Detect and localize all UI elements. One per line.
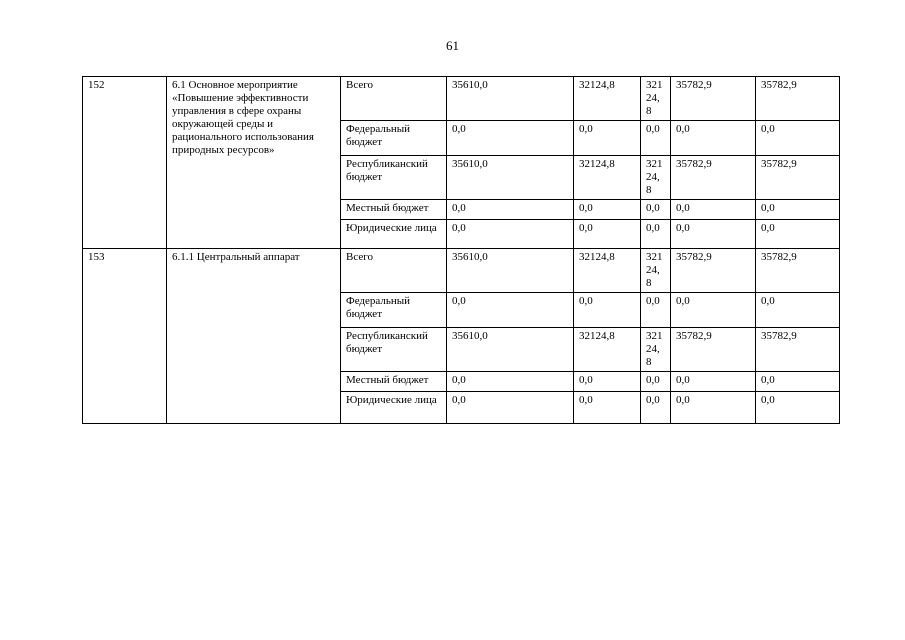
amount-cell: 321 24, 8: [641, 156, 671, 200]
amount-cell: 0,0: [671, 220, 756, 249]
funding-source: Местный бюджет: [341, 200, 447, 220]
amount-cell: 0,0: [641, 220, 671, 249]
amount-cell: 0,0: [671, 293, 756, 328]
amount-cell: 321 24, 8: [641, 249, 671, 293]
amount-cell: 35610,0: [447, 156, 574, 200]
activity-title: 6.1 Основное мероприятие «Повышение эффективности управления в сфере охраны окружающей среды и рационального использования природных ресурсов»: [167, 77, 341, 249]
table-row: [83, 77, 840, 121]
amount-cell: 0,0: [574, 220, 641, 249]
amount-cell: 0,0: [574, 372, 641, 392]
amount-cell: 32124,8: [574, 249, 641, 293]
amount-cell: 0,0: [574, 121, 641, 156]
amount-cell: 0,0: [756, 200, 840, 220]
amount-cell: 35782,9: [756, 156, 840, 200]
amount-cell: 0,0: [447, 392, 574, 424]
amount-cell: 0,0: [641, 293, 671, 328]
amount-cell: 0,0: [447, 200, 574, 220]
amount-cell: 321 24, 8: [641, 77, 671, 121]
funding-source: Республиканский бюджет: [341, 328, 447, 372]
amount-cell: 0,0: [447, 293, 574, 328]
activity-title: 6.1.1 Центральный аппарат: [167, 249, 341, 424]
amount-cell: 321 24, 8: [641, 328, 671, 372]
row-number: 152: [83, 77, 167, 249]
amount-cell: 0,0: [671, 392, 756, 424]
amount-cell: 32124,8: [574, 156, 641, 200]
amount-cell: 0,0: [756, 121, 840, 156]
budget-table: [82, 76, 840, 424]
amount-cell: 32124,8: [574, 77, 641, 121]
funding-source: Юридические лица: [341, 392, 447, 424]
amount-cell: 0,0: [447, 372, 574, 392]
row-number: 153: [83, 249, 167, 424]
amount-cell: 35782,9: [671, 77, 756, 121]
table-body: [83, 77, 840, 424]
funding-source: Всего: [341, 249, 447, 293]
amount-cell: 35782,9: [671, 328, 756, 372]
amount-cell: 0,0: [671, 200, 756, 220]
amount-cell: 0,0: [574, 293, 641, 328]
amount-cell: 0,0: [756, 372, 840, 392]
amount-cell: 0,0: [671, 121, 756, 156]
amount-cell: 0,0: [756, 220, 840, 249]
funding-source: Всего: [341, 77, 447, 121]
amount-cell: 0,0: [671, 372, 756, 392]
amount-cell: 0,0: [756, 392, 840, 424]
amount-cell: 35782,9: [756, 328, 840, 372]
funding-source: Федеральный бюджет: [341, 293, 447, 328]
funding-source: Федеральный бюджет: [341, 121, 447, 156]
amount-cell: 35782,9: [756, 77, 840, 121]
page-number: 61: [446, 38, 459, 53]
amount-cell: 0,0: [447, 220, 574, 249]
amount-cell: 32124,8: [574, 328, 641, 372]
amount-cell: 0,0: [447, 121, 574, 156]
amount-cell: 35610,0: [447, 328, 574, 372]
table-row: [83, 249, 840, 293]
amount-cell: 0,0: [641, 200, 671, 220]
funding-source: Юридические лица: [341, 220, 447, 249]
amount-cell: 35782,9: [671, 249, 756, 293]
amount-cell: 35782,9: [756, 249, 840, 293]
funding-source: Местный бюджет: [341, 372, 447, 392]
amount-cell: 0,0: [756, 293, 840, 328]
amount-cell: 0,0: [641, 392, 671, 424]
amount-cell: 35782,9: [671, 156, 756, 200]
amount-cell: 35610,0: [447, 249, 574, 293]
amount-cell: 0,0: [641, 121, 671, 156]
amount-cell: 0,0: [641, 372, 671, 392]
amount-cell: 35610,0: [447, 77, 574, 121]
amount-cell: 0,0: [574, 200, 641, 220]
amount-cell: 0,0: [574, 392, 641, 424]
funding-source: Республиканский бюджет: [341, 156, 447, 200]
